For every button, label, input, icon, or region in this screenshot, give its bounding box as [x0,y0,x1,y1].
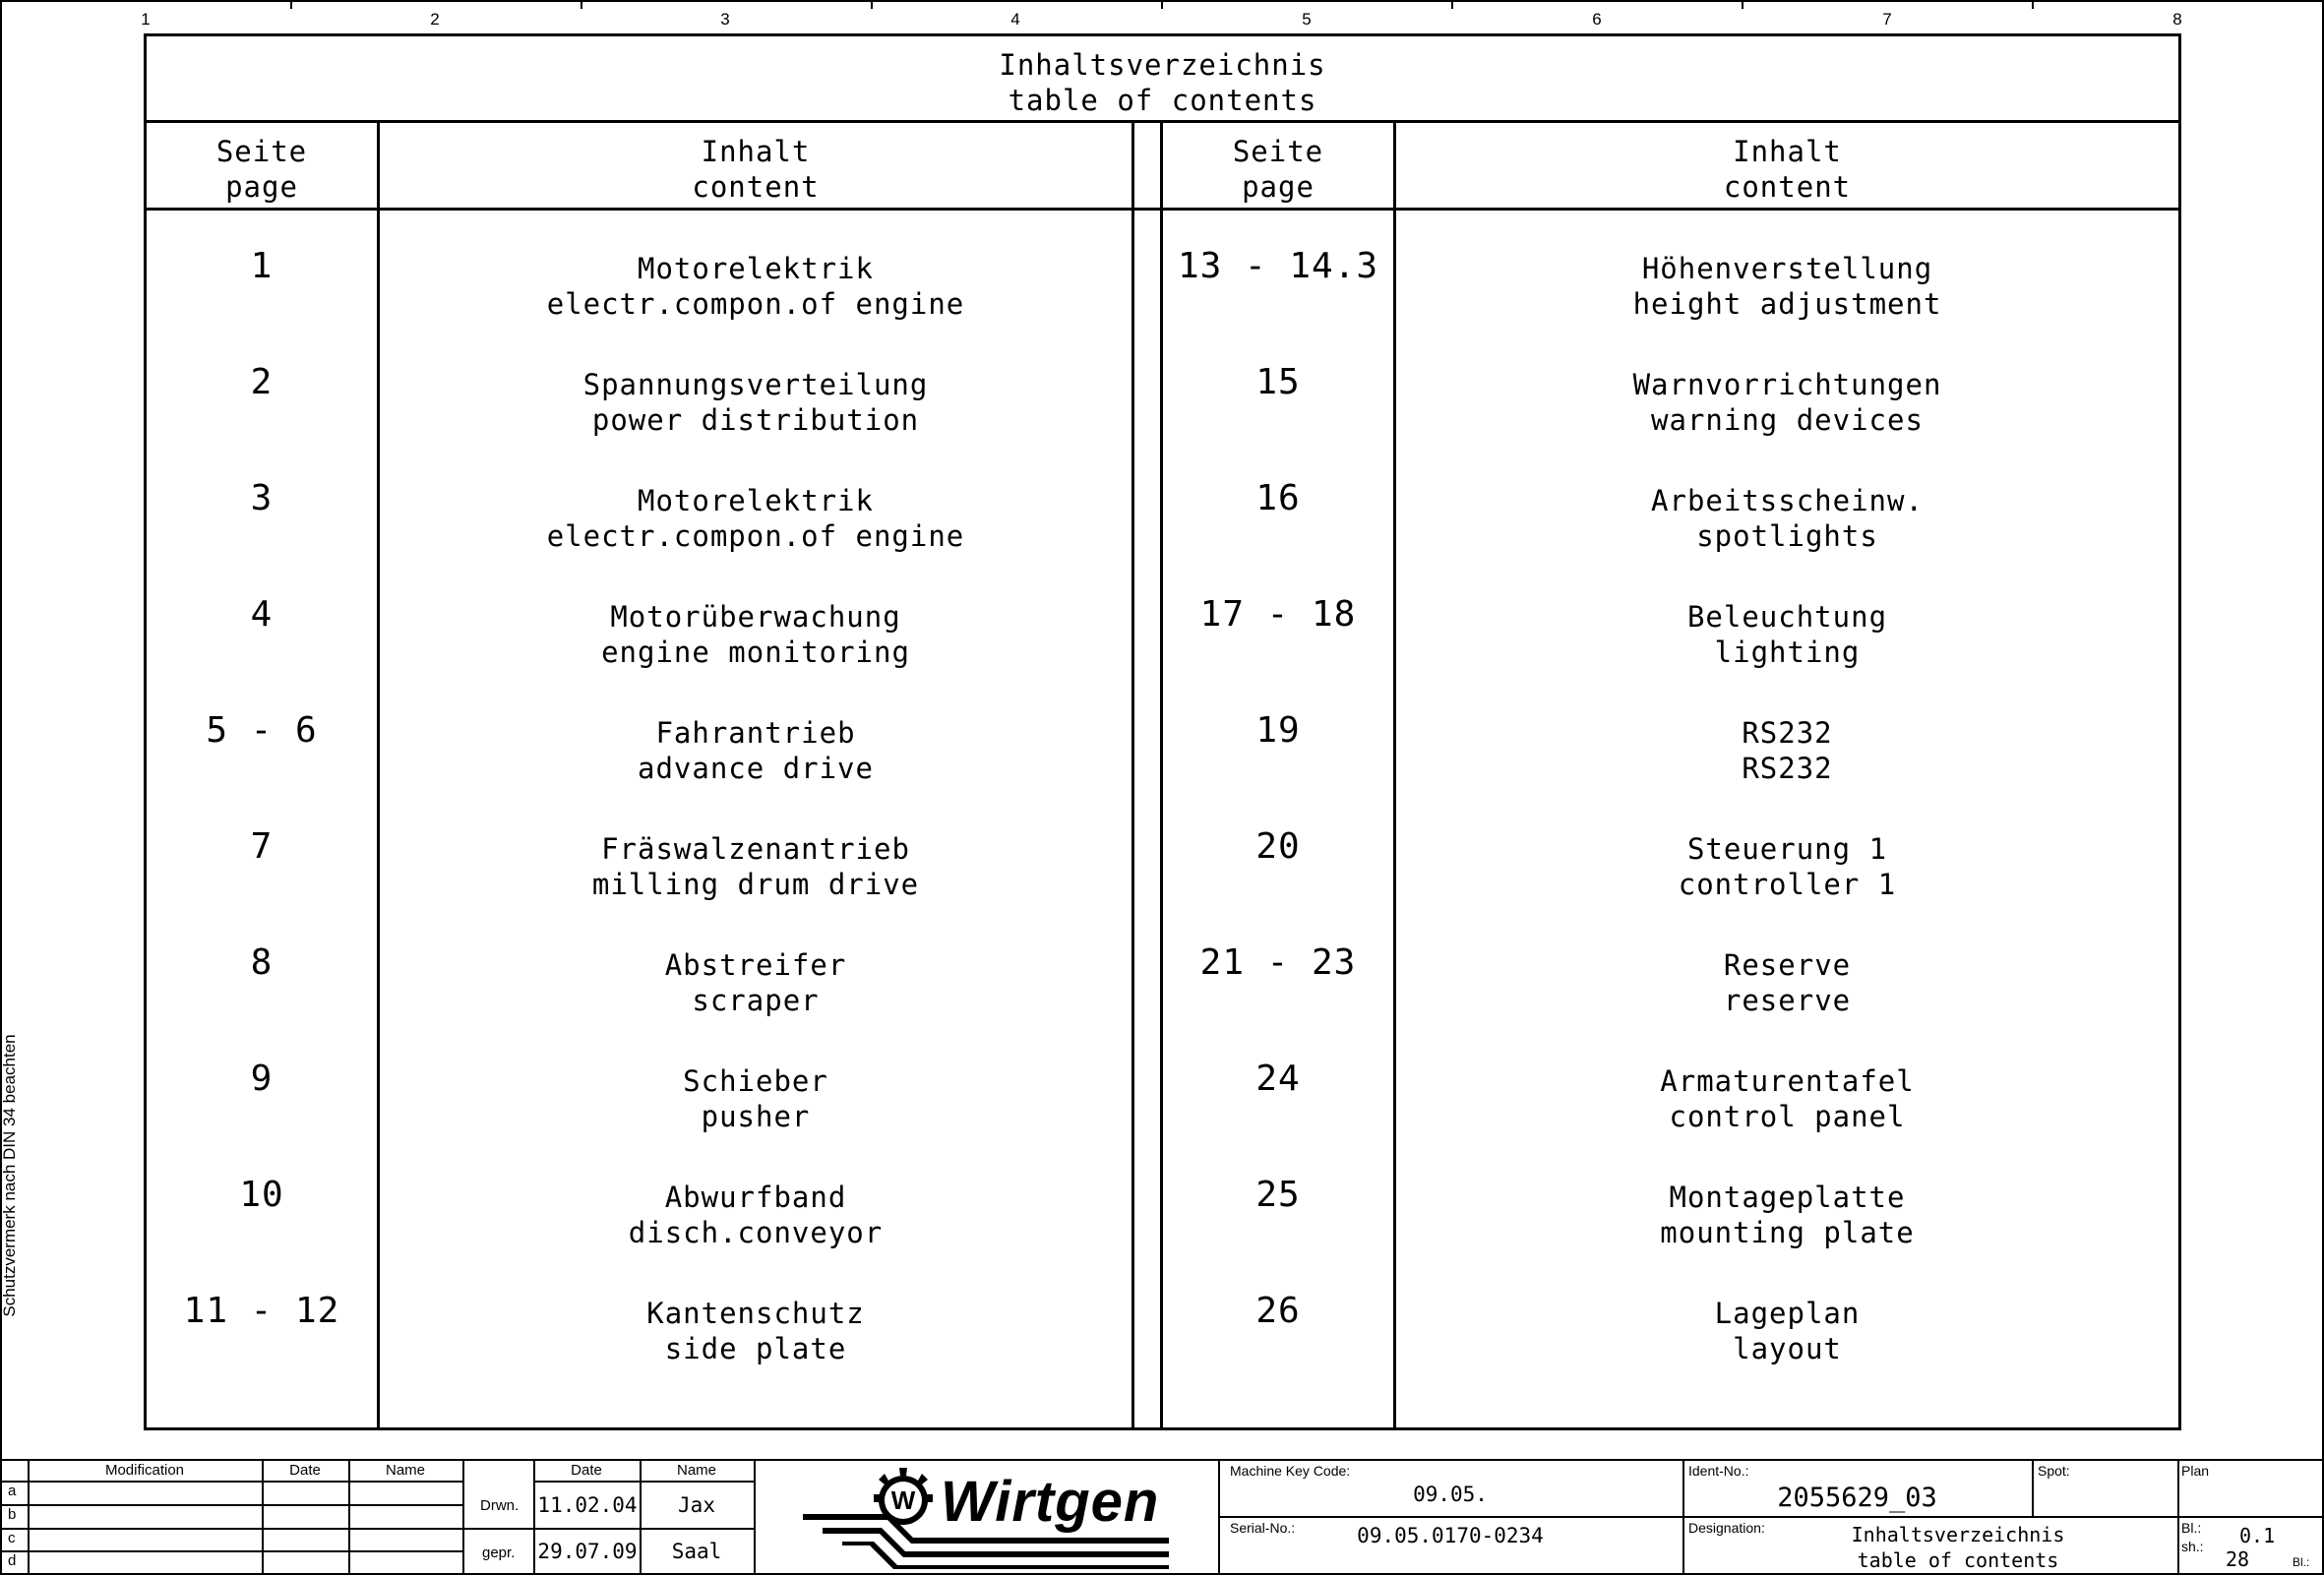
toc-title-de: Inhaltsverzeichnis [999,48,1326,82]
toc-entry[interactable] [380,367,1131,438]
entry-de: Schieber [683,1064,828,1098]
column-number: 7 [1882,10,1892,29]
revision-letter: b [8,1506,17,1523]
entry-de: Arbeitsscheinw. [1651,484,1924,517]
toc-title-en: table of contents [1008,84,1317,117]
checked-date: 29.07.09 [537,1540,638,1563]
ident-label: Ident-No.: [1688,1463,1749,1479]
toc-page-number[interactable]: 5 - 6 [206,710,318,751]
column-number: 3 [720,10,730,29]
entry-en: advance drive [638,752,874,785]
ident-value: 2055629_03 [1777,1483,1937,1513]
entry-de: Reserve [1723,948,1852,982]
entry-de: Höhenverstellung [1641,252,1933,285]
entry-en: warning devices [1651,403,1924,437]
designation-label: Designation: [1688,1520,1765,1536]
entry-en: control panel [1669,1100,1906,1133]
toc-page-number[interactable]: 2 [250,362,274,402]
serial-value: 09.05.0170-0234 [1357,1524,1544,1547]
entry-en: mounting plate [1660,1216,1915,1249]
column-number: 1 [141,10,151,29]
sheet-number: 0.1 [2239,1524,2276,1547]
toc-entry[interactable] [380,1296,1131,1366]
toc-page-number[interactable]: 26 [1255,1291,1301,1331]
toc-page-number[interactable]: 4 [250,594,274,635]
entry-de: Fahrantrieb [655,716,856,750]
toc-page-number[interactable]: 15 [1255,362,1301,402]
toc-page-number[interactable]: 7 [250,826,274,867]
left-content-header [380,134,1131,205]
toc-page-number[interactable]: 20 [1255,826,1301,867]
header-page-de: Seite [215,135,308,168]
header-content-de: Inhalt [701,135,811,168]
toc-page-number[interactable]: 13 - 14.3 [1177,246,1379,286]
entry-en: spotlights [1696,519,1878,553]
entry-en: milling drum drive [591,868,920,901]
plan-label: Plan [2181,1463,2210,1479]
modification-header: Modification [104,1462,185,1479]
left-page-header [147,134,377,205]
toc-title [147,47,2178,118]
serial-label: Serial-No.: [1230,1520,1296,1536]
wirtgen-logo [795,1463,1179,1571]
entry-en: RS232 [1742,752,1833,785]
entry-de: Motorelektrik [638,484,874,517]
entry-de: Armaturentafel [1660,1064,1915,1098]
toc-entry[interactable] [1396,947,2178,1018]
revision-letter: c [8,1530,16,1546]
name-header: Name [676,1462,716,1479]
designation-value [1810,1522,2106,1573]
drawn-label: Drwn. [480,1497,520,1514]
right-content-header [1396,134,2178,205]
header-content-de: Inhalt [1733,135,1842,168]
sheet-label-2: Bl.: [2293,1555,2310,1569]
column-number: 4 [1010,10,1020,29]
toc-page-number[interactable]: 1 [250,246,274,286]
column-number: 8 [2172,10,2182,29]
spot-label: Spot: [2038,1463,2070,1479]
entry-en: side plate [664,1332,847,1365]
drawn-name: Jax [678,1493,715,1517]
toc-entry[interactable] [380,831,1131,902]
toc-page-number[interactable]: 10 [239,1175,284,1215]
toc-entry[interactable] [380,715,1131,786]
header-page-en: page [225,170,298,204]
header-page-de: Seite [1232,135,1324,168]
column-number: 6 [1592,10,1602,29]
entry-de: Abwurfband [664,1181,847,1214]
name-header: Name [385,1462,425,1479]
toc-entry[interactable] [1396,1063,2178,1134]
toc-entry[interactable] [1396,367,2178,438]
designation-en: table of contents [1857,1548,2059,1572]
checked-label: gepr. [482,1545,516,1561]
toc-page-number[interactable]: 9 [250,1059,274,1099]
header-content-en: content [1723,170,1852,204]
entry-de: Warnvorrichtungen [1632,368,1942,401]
right-page-header [1163,134,1393,205]
toc-entry[interactable] [1396,599,2178,670]
sheet-count: 28 [2226,1547,2250,1571]
toc-entry[interactable] [1396,483,2178,554]
entry-en: height adjustment [1632,287,1942,321]
entry-en: electr.compon.of engine [546,287,965,321]
entry-en: reserve [1723,984,1852,1017]
toc-page-number[interactable]: 11 - 12 [183,1291,340,1331]
entry-de: Montageplatte [1669,1181,1906,1214]
toc-entry[interactable] [380,483,1131,554]
toc-page-number[interactable]: 24 [1255,1059,1301,1099]
sheets-label: sh.: [2181,1539,2204,1554]
toc-page-number[interactable]: 19 [1255,710,1301,751]
entry-en: disch.conveyor [628,1216,884,1249]
toc-entry[interactable] [380,1180,1131,1250]
entry-de: Motorüberwachung [610,600,901,634]
drawn-date: 11.02.04 [537,1493,638,1517]
toc-page-number[interactable]: 21 - 23 [1199,942,1357,983]
toc-page-number[interactable]: 17 - 18 [1199,594,1357,635]
toc-entry[interactable] [380,599,1131,670]
entry-en: engine monitoring [601,636,910,669]
checked-name: Saal [671,1540,722,1563]
header-page-en: page [1242,170,1315,204]
entry-de: Lageplan [1714,1297,1861,1330]
column-number: 2 [430,10,440,29]
toc-entry[interactable] [1396,251,2178,322]
entry-de: Beleuchtung [1686,600,1888,634]
entry-en: power distribution [591,403,920,437]
logo-mark: W [890,1485,916,1515]
date-header: Date [289,1462,321,1479]
header-content-en: content [692,170,820,204]
entry-en: lighting [1714,636,1861,669]
entry-de: Motorelektrik [638,252,874,285]
sheet-label: Bl.: [2181,1520,2202,1536]
entry-en: pusher [701,1100,811,1133]
entry-de: Spannungsverteilung [582,368,929,401]
column-number: 5 [1302,10,1312,29]
entry-de: Abstreifer [664,948,847,982]
machine-key-label: Machine Key Code: [1230,1463,1351,1479]
entry-de: Steuerung 1 [1686,832,1888,866]
entry-en: electr.compon.of engine [546,519,965,553]
revision-letter: a [8,1483,17,1499]
date-header: Date [571,1462,602,1479]
toc-entry[interactable] [380,1063,1131,1134]
machine-key-value: 09.05. [1413,1483,1488,1506]
revision-letter: d [8,1552,17,1569]
toc-page-number[interactable]: 25 [1255,1175,1301,1215]
toc-entry[interactable] [380,251,1131,322]
entry-en: scraper [692,984,820,1017]
logo-wordmark: Wirtgen [941,1470,1160,1534]
toc-entry[interactable] [1396,1296,2178,1366]
entry-en: layout [1733,1332,1842,1365]
toc-page-number[interactable]: 8 [250,942,274,983]
protection-note: Schutzvermerk nach DIN 34 beachten [0,1034,19,1317]
entry-de: RS232 [1742,716,1833,750]
toc-entry[interactable] [1396,831,2178,902]
entry-de: Fräswalzenantrieb [601,832,910,866]
designation-de: Inhaltsverzeichnis [1851,1523,2065,1546]
entry-de: Kantenschutz [646,1297,865,1330]
toc-page-number[interactable]: 16 [1255,478,1301,518]
entry-en: controller 1 [1678,868,1897,901]
toc-page-number[interactable]: 3 [250,478,274,518]
toc-entry[interactable] [380,947,1131,1018]
toc-entry[interactable] [1396,715,2178,786]
toc-entry[interactable] [1396,1180,2178,1250]
